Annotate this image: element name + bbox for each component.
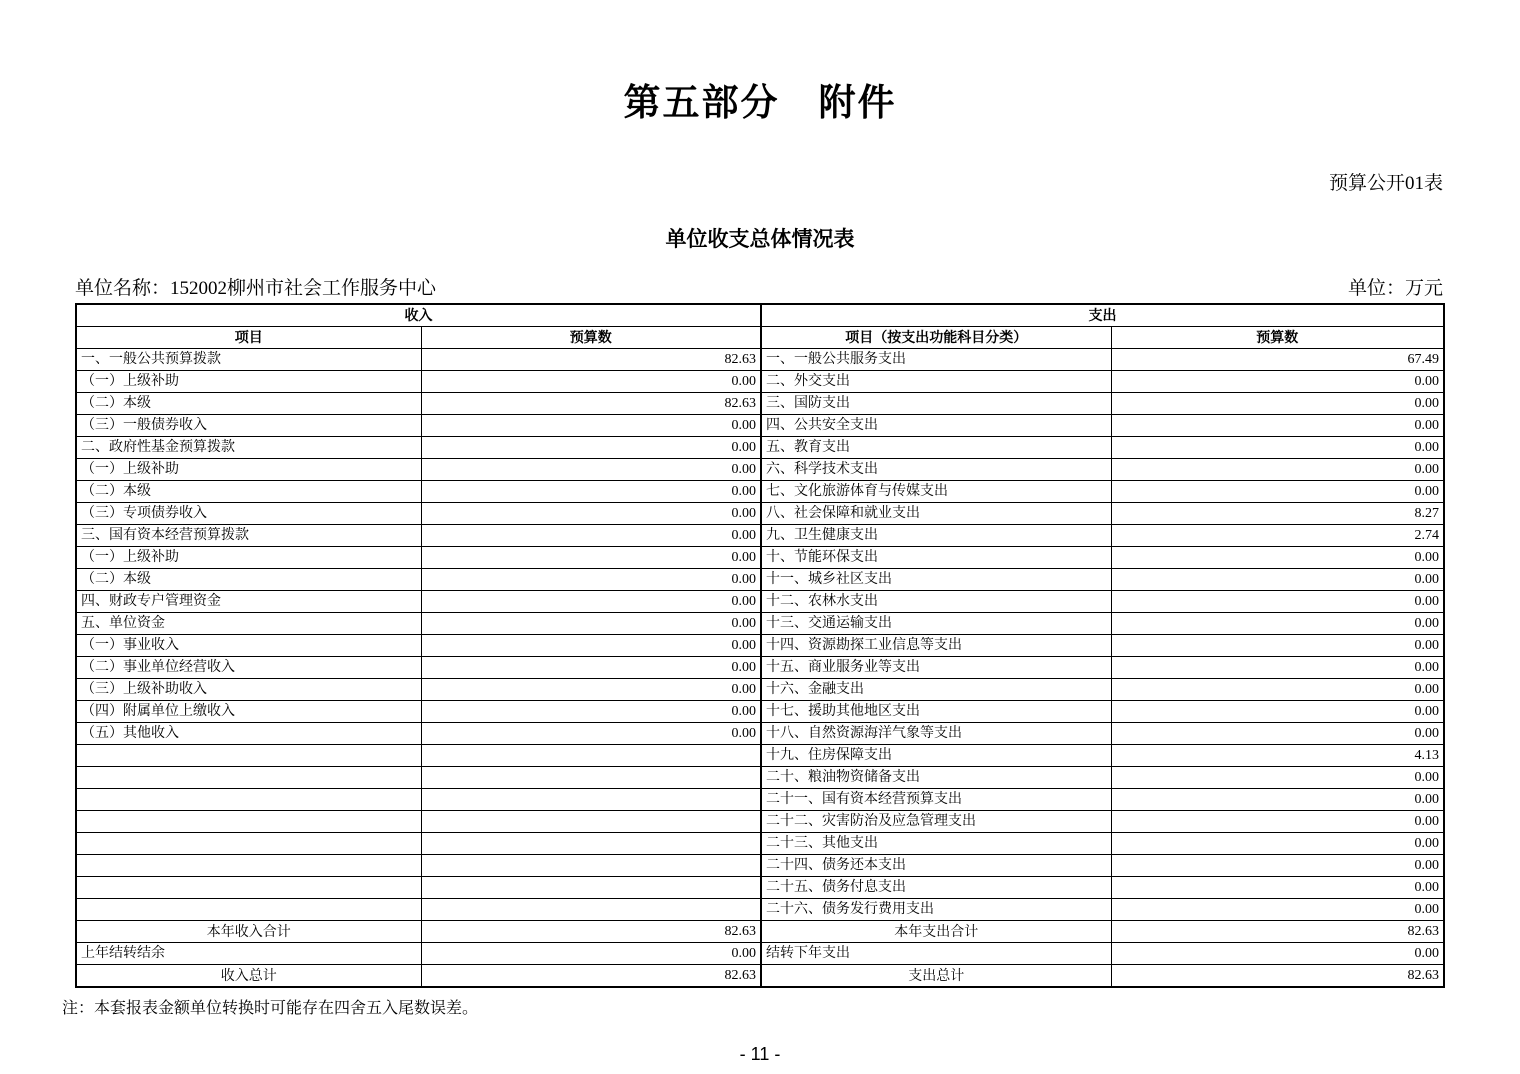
expense-item-cell: 二十三、其他支出	[761, 833, 1111, 855]
expense-item-cell: 二、外交支出	[761, 371, 1111, 393]
income-value-cell: 0.00	[421, 481, 761, 503]
expense-value-cell: 0.00	[1111, 547, 1444, 569]
table-row	[76, 591, 1444, 613]
expense-item-cell: 九、卫生健康支出	[761, 525, 1111, 547]
expense-item-cell: 十八、自然资源海洋气象等支出	[761, 723, 1111, 745]
table-row	[76, 811, 1444, 833]
income-value-cell: 0.00	[421, 569, 761, 591]
income-value-cell	[421, 811, 761, 833]
income-item-cell	[76, 789, 421, 811]
expense-value-cell: 82.63	[1111, 965, 1444, 988]
expense-value-cell: 0.00	[1111, 635, 1444, 657]
income-value-cell: 0.00	[421, 547, 761, 569]
income-item-cell	[76, 855, 421, 877]
income-item-cell: （一）上级补助	[76, 547, 421, 569]
income-item-cell: （三）一般债券收入	[76, 415, 421, 437]
table-code-label: 预算公开01表	[1328, 173, 1443, 194]
expense-item-cell: 三、国防支出	[761, 393, 1111, 415]
income-item-cell: （二）本级	[76, 393, 421, 415]
expense-value-cell: 2.74	[1111, 525, 1444, 547]
income-value-cell: 0.00	[421, 657, 761, 679]
expense-item-cell: 结转下年支出	[761, 943, 1111, 965]
expense-item-cell: 十五、商业服务业等支出	[761, 657, 1111, 679]
page-number: - 11 -	[739, 1044, 781, 1064]
expense-value-cell: 0.00	[1111, 481, 1444, 503]
expense-value-cell: 0.00	[1111, 591, 1444, 613]
table-row	[76, 855, 1444, 877]
budget-table-body	[76, 349, 1444, 988]
expense-item-cell: 十一、城乡社区支出	[761, 569, 1111, 591]
expense-value-cell: 0.00	[1111, 569, 1444, 591]
table-title: 单位收支总体情况表	[665, 228, 855, 251]
expense-item-cell: 十九、住房保障支出	[761, 745, 1111, 767]
table-row	[76, 921, 1444, 943]
table-row	[76, 899, 1444, 921]
table-row	[76, 481, 1444, 503]
expense-value-cell: 0.00	[1111, 437, 1444, 459]
expense-item-cell: 本年支出合计	[761, 921, 1111, 943]
expense-value-cell: 0.00	[1111, 723, 1444, 745]
income-item-cell: （二）事业单位经营收入	[76, 657, 421, 679]
expense-item-cell: 支出总计	[761, 965, 1111, 988]
income-item-cell: 收入总计	[76, 965, 421, 988]
income-value-cell: 0.00	[421, 459, 761, 481]
table-row	[76, 943, 1444, 965]
expense-value-column-header: 预算数	[1111, 327, 1444, 349]
income-item-cell: （三）上级补助收入	[76, 679, 421, 701]
column-header-row	[76, 327, 1444, 349]
table-row	[76, 547, 1444, 569]
income-value-cell: 0.00	[421, 635, 761, 657]
income-item-cell: 一、一般公共预算拨款	[76, 349, 421, 371]
expense-value-cell: 0.00	[1111, 899, 1444, 921]
expense-item-cell: 二十五、债务付息支出	[761, 877, 1111, 899]
expense-item-cell: 十六、金融支出	[761, 679, 1111, 701]
expense-item-cell: 十四、资源勘探工业信息等支出	[761, 635, 1111, 657]
income-item-cell: 本年收入合计	[76, 921, 421, 943]
income-value-cell: 82.63	[421, 393, 761, 415]
table-row	[76, 789, 1444, 811]
income-item-cell: （四）附属单位上缴收入	[76, 701, 421, 723]
table-row	[76, 569, 1444, 591]
expense-value-cell: 0.00	[1111, 613, 1444, 635]
expense-item-cell: 十二、农林水支出	[761, 591, 1111, 613]
income-value-cell	[421, 855, 761, 877]
expense-item-cell: 五、教育支出	[761, 437, 1111, 459]
income-value-cell	[421, 833, 761, 855]
income-value-cell: 0.00	[421, 437, 761, 459]
income-item-cell: 二、政府性基金预算拨款	[76, 437, 421, 459]
income-value-cell	[421, 745, 761, 767]
table-row	[76, 371, 1444, 393]
section-header-row	[76, 304, 1444, 327]
expense-item-column-header: 项目（按支出功能科目分类）	[761, 327, 1111, 349]
income-item-cell: 上年结转结余	[76, 943, 421, 965]
expense-value-cell: 0.00	[1111, 877, 1444, 899]
income-item-cell: （一）上级补助	[76, 371, 421, 393]
table-row	[76, 459, 1444, 481]
income-item-cell	[76, 811, 421, 833]
expense-value-cell: 67.49	[1111, 349, 1444, 371]
income-value-column-header: 预算数	[421, 327, 761, 349]
expense-item-cell: 二十四、债务还本支出	[761, 855, 1111, 877]
income-value-cell: 0.00	[421, 723, 761, 745]
income-value-cell: 0.00	[421, 679, 761, 701]
expense-item-cell: 二十一、国有资本经营预算支出	[761, 789, 1111, 811]
table-row	[76, 745, 1444, 767]
table-row	[76, 965, 1444, 988]
income-value-cell	[421, 877, 761, 899]
table-row	[76, 349, 1444, 371]
table-row	[76, 437, 1444, 459]
expense-item-cell: 八、社会保障和就业支出	[761, 503, 1111, 525]
table-row	[76, 679, 1444, 701]
footnote: 注：本套报表金额单位转换时可能存在四舍五入尾数误差。	[62, 1000, 479, 1017]
table-row	[76, 525, 1444, 547]
income-item-cell	[76, 833, 421, 855]
expense-value-cell: 0.00	[1111, 943, 1444, 965]
expense-value-cell: 0.00	[1111, 855, 1444, 877]
budget-table	[75, 303, 1445, 988]
income-item-cell: （一）事业收入	[76, 635, 421, 657]
income-value-cell: 82.63	[421, 921, 761, 943]
expense-value-cell: 0.00	[1111, 459, 1444, 481]
expense-value-cell: 0.00	[1111, 789, 1444, 811]
budget-table-header	[76, 304, 1444, 349]
income-value-cell	[421, 767, 761, 789]
income-value-cell	[421, 899, 761, 921]
income-value-cell: 0.00	[421, 943, 761, 965]
income-item-cell: 四、财政专户管理资金	[76, 591, 421, 613]
table-row	[76, 833, 1444, 855]
expense-item-cell: 二十六、债务发行费用支出	[761, 899, 1111, 921]
expense-section-header: 支出	[761, 304, 1444, 327]
income-item-cell: （二）本级	[76, 481, 421, 503]
expense-value-cell: 82.63	[1111, 921, 1444, 943]
income-value-cell: 0.00	[421, 415, 761, 437]
table-row	[76, 877, 1444, 899]
expense-item-cell: 二十、粮油物资储备支出	[761, 767, 1111, 789]
expense-value-cell: 0.00	[1111, 371, 1444, 393]
income-item-cell	[76, 877, 421, 899]
income-value-cell: 0.00	[421, 371, 761, 393]
expense-value-cell: 0.00	[1111, 833, 1444, 855]
table-row	[76, 723, 1444, 745]
income-value-cell	[421, 789, 761, 811]
income-item-cell: （一）上级补助	[76, 459, 421, 481]
income-value-cell: 82.63	[421, 349, 761, 371]
expense-value-cell: 0.00	[1111, 679, 1444, 701]
income-item-cell: （三）专项债券收入	[76, 503, 421, 525]
table-row	[76, 503, 1444, 525]
table-row	[76, 415, 1444, 437]
table-row	[76, 657, 1444, 679]
expense-value-cell: 0.00	[1111, 701, 1444, 723]
income-section-header: 收入	[76, 304, 761, 327]
table-row	[76, 393, 1444, 415]
page-title: 第五部分 附件	[623, 82, 897, 123]
expense-item-cell: 四、公共安全支出	[761, 415, 1111, 437]
table-row	[76, 767, 1444, 789]
income-item-cell	[76, 767, 421, 789]
income-item-column-header: 项目	[76, 327, 421, 349]
income-item-cell	[76, 899, 421, 921]
income-item-cell: （二）本级	[76, 569, 421, 591]
income-value-cell: 0.00	[421, 591, 761, 613]
table-row	[76, 701, 1444, 723]
expense-value-cell: 0.00	[1111, 415, 1444, 437]
income-value-cell: 0.00	[421, 525, 761, 547]
income-item-cell: 三、国有资本经营预算拨款	[76, 525, 421, 547]
expense-item-cell: 十三、交通运输支出	[761, 613, 1111, 635]
unit-info-row	[75, 273, 1443, 300]
income-value-cell: 0.00	[421, 503, 761, 525]
expense-value-cell: 0.00	[1111, 811, 1444, 833]
unit-name: 单位名称：152002柳州市社会工作服务中心	[75, 278, 437, 299]
table-row	[76, 635, 1444, 657]
expense-value-cell: 0.00	[1111, 767, 1444, 789]
expense-value-cell: 8.27	[1111, 503, 1444, 525]
income-value-cell: 82.63	[421, 965, 761, 988]
expense-item-cell: 十七、援助其他地区支出	[761, 701, 1111, 723]
expense-item-cell: 一、一般公共服务支出	[761, 349, 1111, 371]
expense-value-cell: 0.00	[1111, 657, 1444, 679]
income-item-cell: （五）其他收入	[76, 723, 421, 745]
income-value-cell: 0.00	[421, 701, 761, 723]
income-item-cell	[76, 745, 421, 767]
unit-label: 单位：万元	[1347, 278, 1443, 299]
table-row	[76, 613, 1444, 635]
income-item-cell: 五、单位资金	[76, 613, 421, 635]
expense-item-cell: 六、科学技术支出	[761, 459, 1111, 481]
expense-item-cell: 十、节能环保支出	[761, 547, 1111, 569]
expense-item-cell: 七、文化旅游体育与传媒支出	[761, 481, 1111, 503]
expense-item-cell: 二十二、灾害防治及应急管理支出	[761, 811, 1111, 833]
expense-value-cell: 4.13	[1111, 745, 1444, 767]
income-value-cell: 0.00	[421, 613, 761, 635]
expense-value-cell: 0.00	[1111, 393, 1444, 415]
